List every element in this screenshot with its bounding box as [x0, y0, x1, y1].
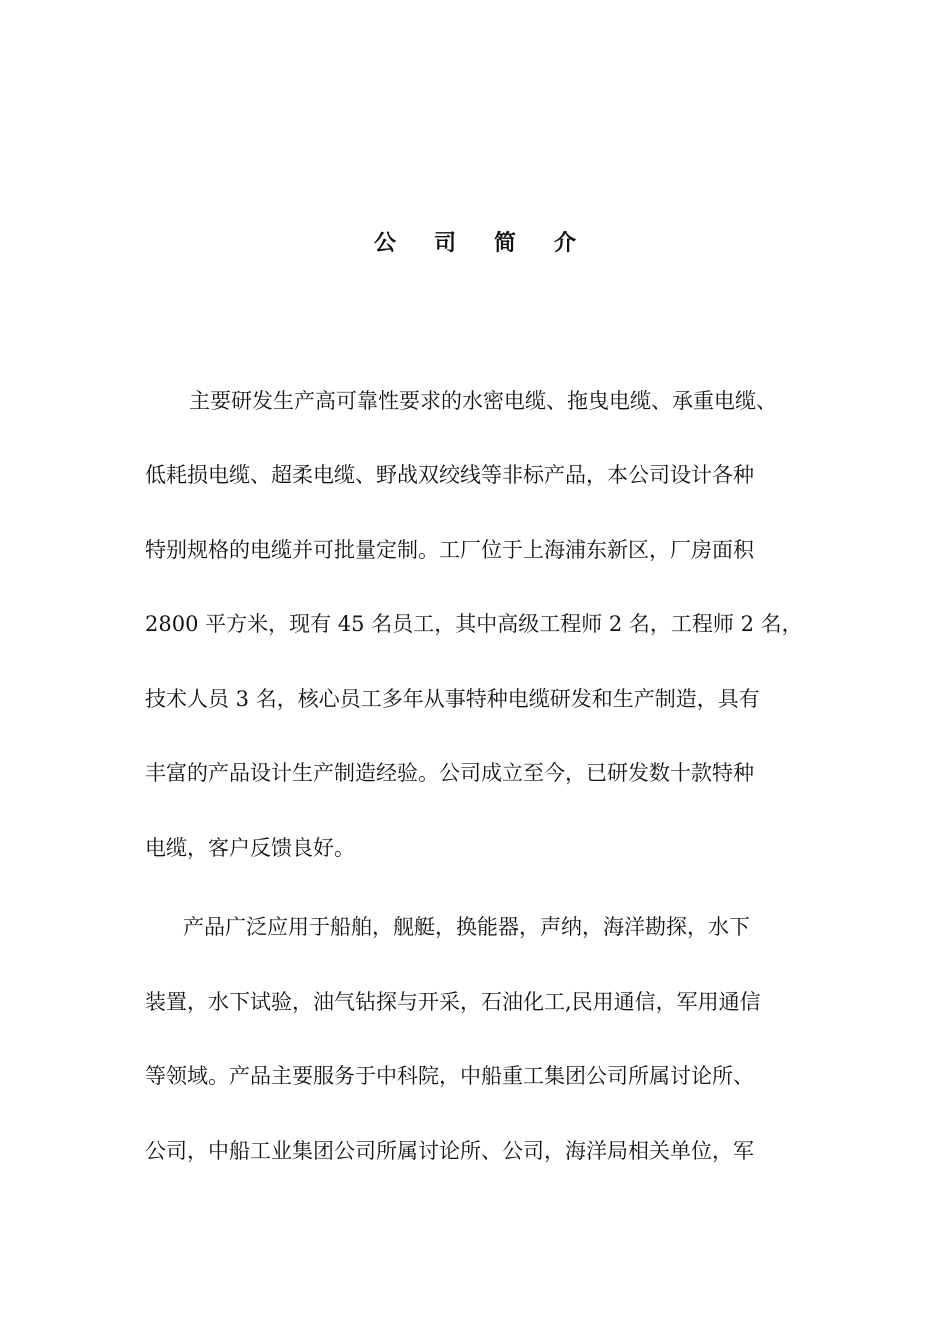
paragraph-1-line-7: 电缆，客户反馈良好。 [145, 836, 355, 860]
paragraph-2-line-1: 产品广泛应用于船舶，舰艇，换能器，声纳，海洋勘探，水下 [183, 915, 750, 939]
page-title [0, 226, 950, 260]
paragraph-1-line-3: 特别规格的电缆并可批量定制。工厂位于上海浦东新区，厂房面积 [145, 538, 754, 562]
paragraph-2-line-2: 装置，水下试验，油气钻探与开采，石油化工,民用通信，军用通信 [145, 990, 761, 1014]
paragraph-1-line-2: 低耗损电缆、超柔电缆、野战双绞线等非标产品，本公司设计各种 [145, 463, 754, 487]
paragraph-1-line-4: 2800 平方米，现有 45 名员工，其中高级工程师 2 名，工程师 2 名， [145, 612, 803, 636]
paragraph-1-line-1: 主要研发生产高可靠性要求的水密电缆、拖曳电缆、承重电缆、 [189, 389, 777, 413]
paragraph-2-line-3: 等领域。产品主要服务于中科院，中船重工集团公司所属讨论所、 [145, 1064, 754, 1088]
title-char: 简 [494, 230, 517, 256]
title-char: 司 [433, 230, 456, 256]
paragraph-2-line-4: 公司，中船工业集团公司所属讨论所、公司，海洋局相关单位，军 [145, 1139, 754, 1163]
paragraph-1-line-6: 丰富的产品设计生产制造经验。公司成立至今，已研发数十款特种 [145, 761, 754, 785]
title-char: 介 [554, 230, 577, 256]
title-char: 公 [373, 230, 396, 256]
paragraph-1-line-5: 技术人员 3 名，核心员工多年从事特种电缆研发和生产制造，具有 [145, 687, 760, 711]
